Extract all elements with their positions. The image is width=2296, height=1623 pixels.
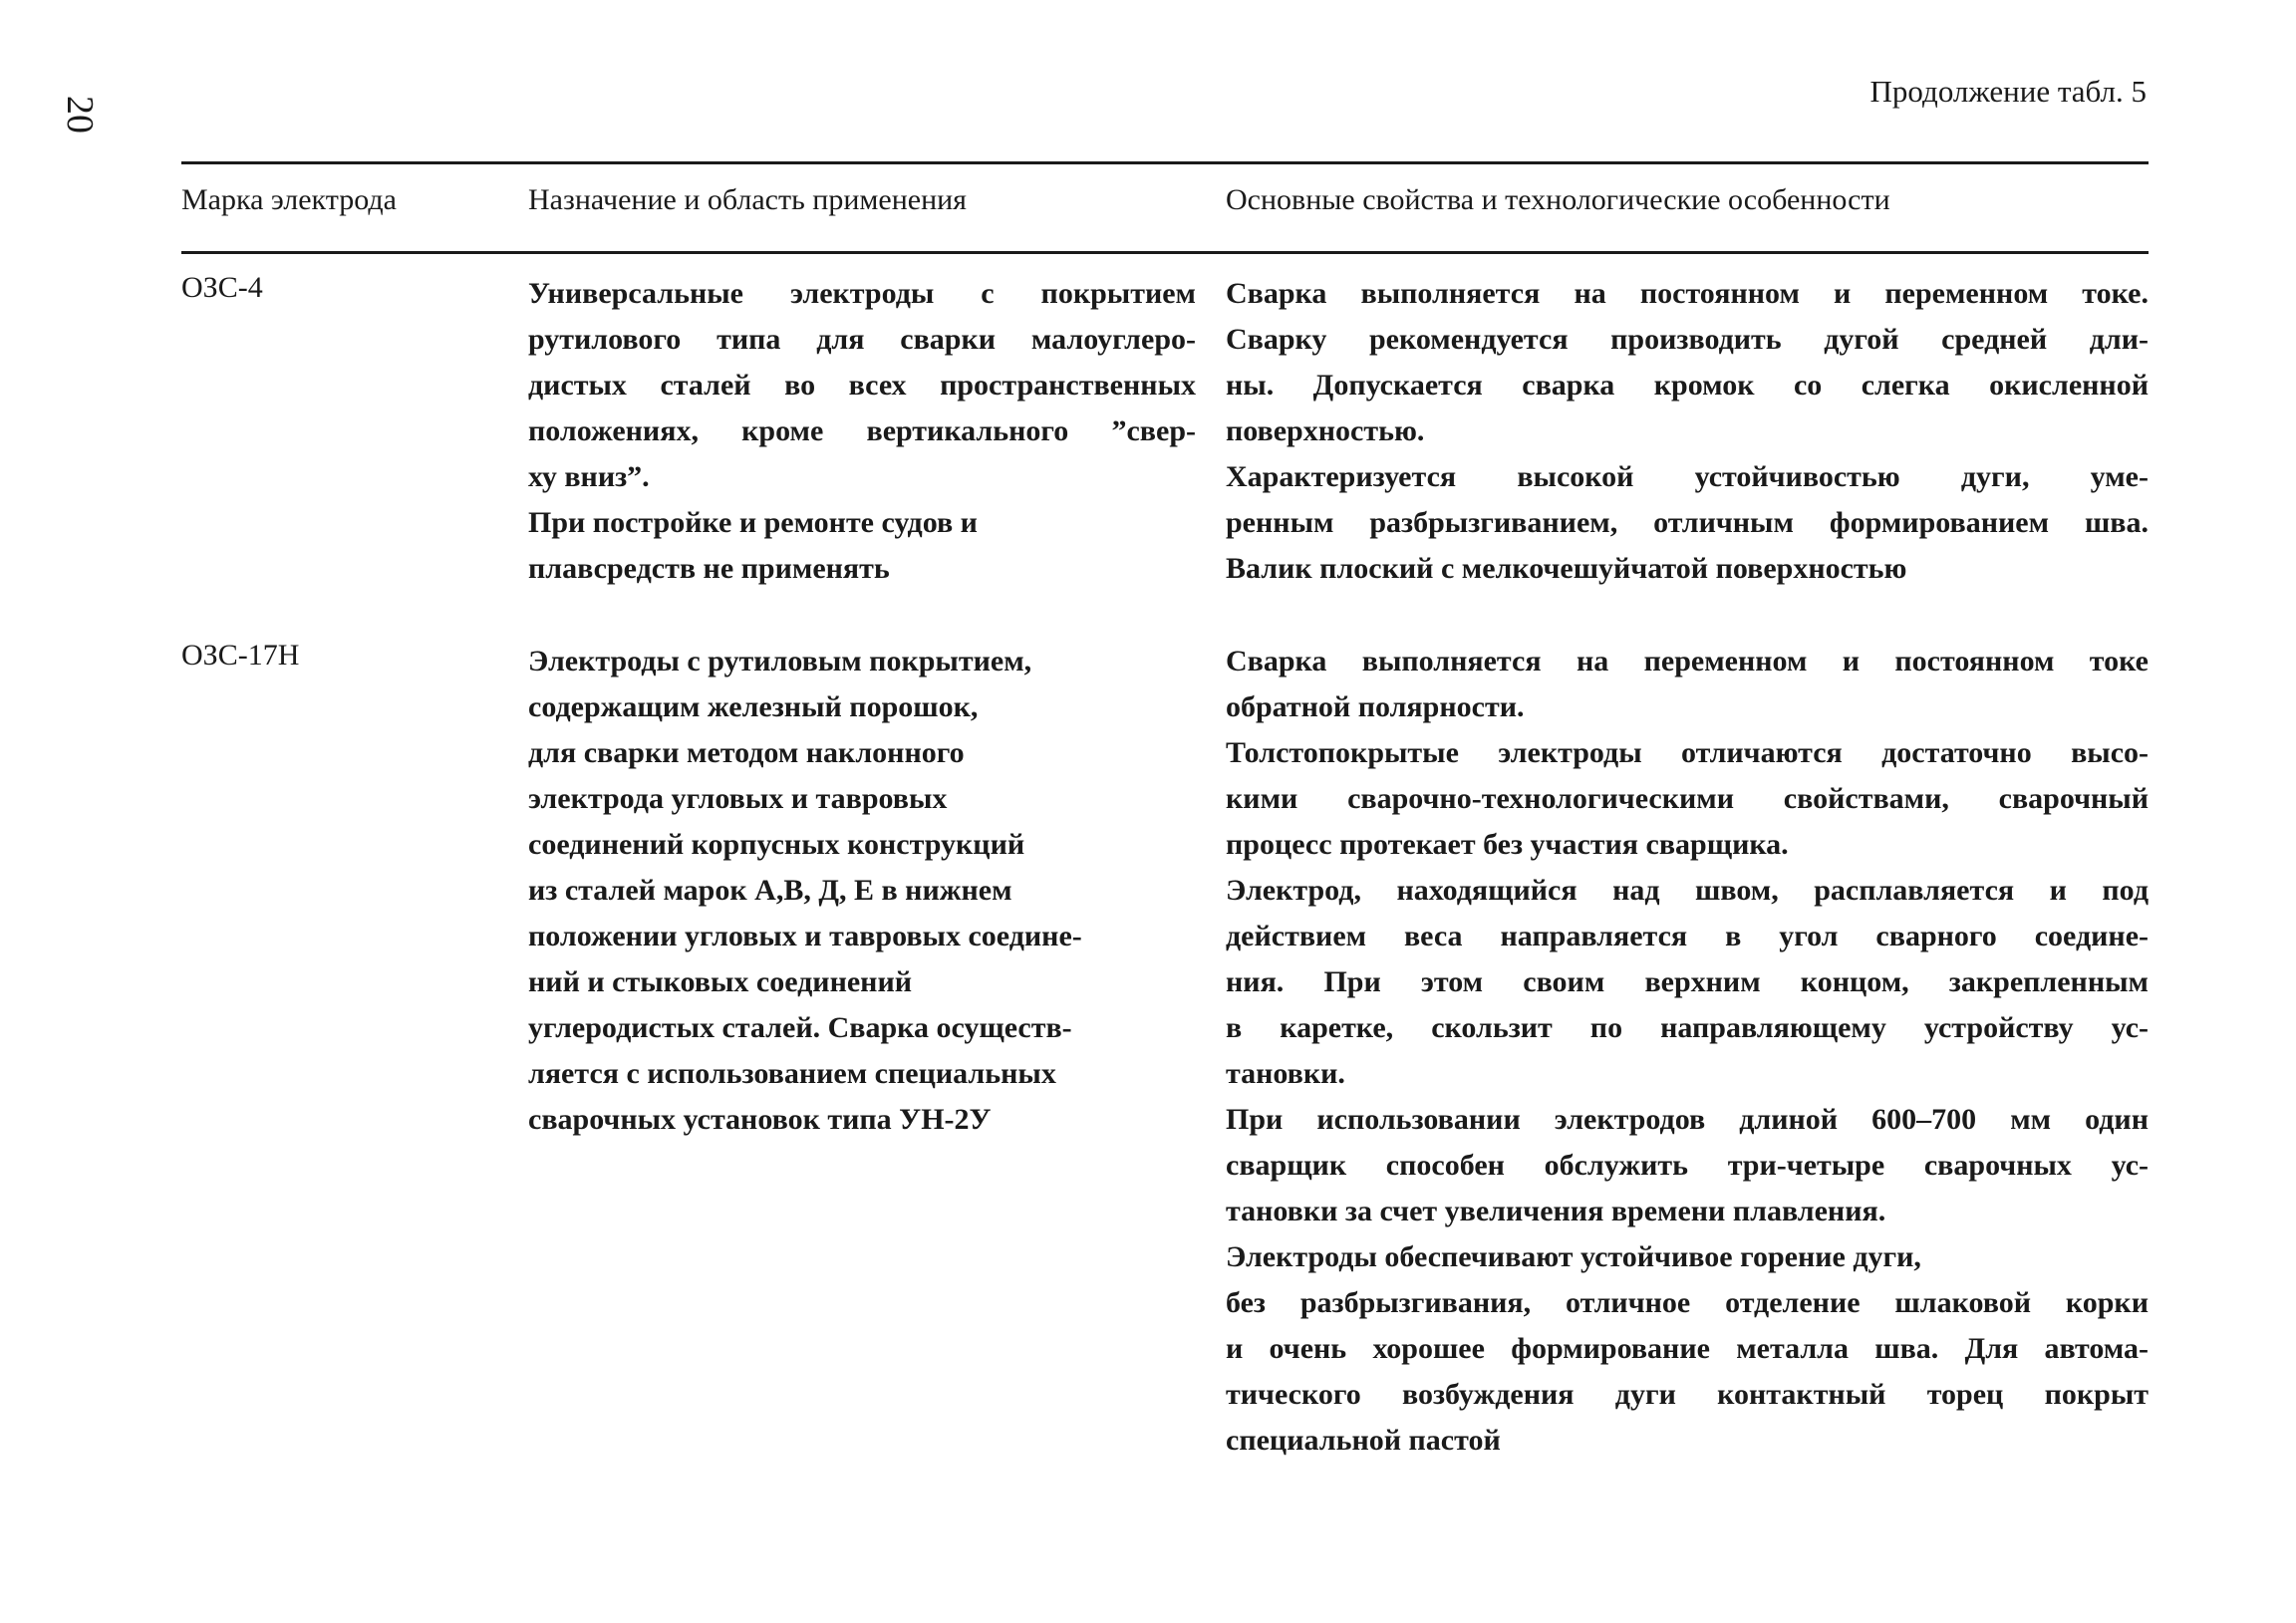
text-line: При использовании электродов длиной 600–700 мм один <box>1226 1103 2149 1136</box>
row-purpose-cell <box>528 639 1196 1143</box>
text-line: процесс протекает без участия сварщика. <box>1226 828 1789 861</box>
text-line: сварщик способен обслужить три-четыре сварочных ус- <box>1226 1149 2149 1182</box>
row-properties-cell <box>1226 639 2149 1464</box>
text-line: специальной пастой <box>1226 1424 1501 1457</box>
text-line: Сварка выполняется на переменном и постоянном токе <box>1226 645 2149 677</box>
row-properties-cell <box>1226 271 2149 592</box>
text-line: дистых сталей во всех пространственных <box>528 369 1196 402</box>
text-line: из сталей марок А,В, Д, Е в нижнем <box>528 874 1012 907</box>
text-line: Характеризуется высокой устойчивостью дуги, уме- <box>1226 460 2149 493</box>
text-line: Универсальные электроды с покрытием <box>528 277 1196 310</box>
header-electrode-mark: Марка электрода <box>181 183 397 216</box>
text-line: положениях, кроме вертикального ”свер- <box>528 414 1196 447</box>
text-line: ний и стыковых соединений <box>528 965 913 998</box>
text-line: ренным разбрызгиванием, отличным формированием шва. <box>1226 506 2149 539</box>
text-line: Валик плоский с мелкочешуйчатой поверхностью <box>1226 552 1907 585</box>
header-purpose: Назначение и область применения <box>528 183 967 216</box>
text-line: тического возбуждения дуги контактный торец покрыт <box>1226 1378 2149 1411</box>
text-line: и очень хорошее формирование металла шва. Для автома- <box>1226 1332 2149 1365</box>
row-electrode-mark: ОЗС-17Н <box>181 639 300 672</box>
text-line: углеродистых сталей. Сварка осуществ- <box>528 1011 1072 1044</box>
text-line: Сварку рекомендуется производить дугой средней дли- <box>1226 323 2149 356</box>
text-line: кими сварочно-технологическими свойствами, сварочный <box>1226 782 2149 815</box>
text-line: Электрод, находящийся над швом, расплавляется и под <box>1226 874 2149 907</box>
text-line: ху вниз”. <box>528 460 650 493</box>
text-line: электрода угловых и тавровых <box>528 782 948 815</box>
text-line: плавсредств не применять <box>528 552 890 585</box>
text-line: Электроды обеспечивают устойчивое горение дуги, <box>1226 1240 1921 1273</box>
text-line: содержащим железный порошок, <box>528 690 979 723</box>
text-line: для сварки методом наклонного <box>528 736 965 769</box>
page-number: 20 <box>59 96 101 134</box>
header-properties: Основные свойства и технологические особенности <box>1226 183 1890 216</box>
text-line: положении угловых и тавровых соедине- <box>528 920 1082 952</box>
text-line: ны. Допускается сварка кромок со слегка окисленной <box>1226 369 2149 402</box>
table-top-rule <box>181 161 2149 164</box>
text-line: соединений корпусных конструкций <box>528 828 1025 861</box>
text-line: поверхностью. <box>1226 414 1425 447</box>
text-line: в каретке, скользит по направляющему устройству ус- <box>1226 1011 2149 1044</box>
row-electrode-mark: ОЗС-4 <box>181 271 263 304</box>
text-line: Сварка выполняется на постоянном и переменном токе. <box>1226 277 2149 310</box>
text-line: ния. При этом своим верхним концом, закрепленным <box>1226 965 2149 998</box>
text-line: При постройке и ремонте судов и <box>528 506 978 539</box>
row-purpose-cell <box>528 271 1196 592</box>
text-line: сварочных установок типа УН-2У <box>528 1103 992 1136</box>
text-line: действием веса направляется в угол сварного соедине- <box>1226 920 2149 952</box>
table-header-rule <box>181 251 2149 254</box>
text-line: Толстопокрытые электроды отличаются достаточно высо- <box>1226 736 2149 769</box>
text-line: тановки за счет увеличения времени плавления. <box>1226 1195 1886 1227</box>
text-line: без разбрызгивания, отличное отделение шлаковой корки <box>1226 1286 2149 1319</box>
table-continuation-caption: Продолжение табл. 5 <box>1869 74 2147 109</box>
text-line: Электроды с рутиловым покрытием, <box>528 645 1032 677</box>
text-line: ляется с использованием специальных <box>528 1057 1056 1090</box>
text-line: рутилового типа для сварки малоуглеро- <box>528 323 1196 356</box>
text-line: обратной полярности. <box>1226 690 1525 723</box>
text-line: тановки. <box>1226 1057 1345 1090</box>
